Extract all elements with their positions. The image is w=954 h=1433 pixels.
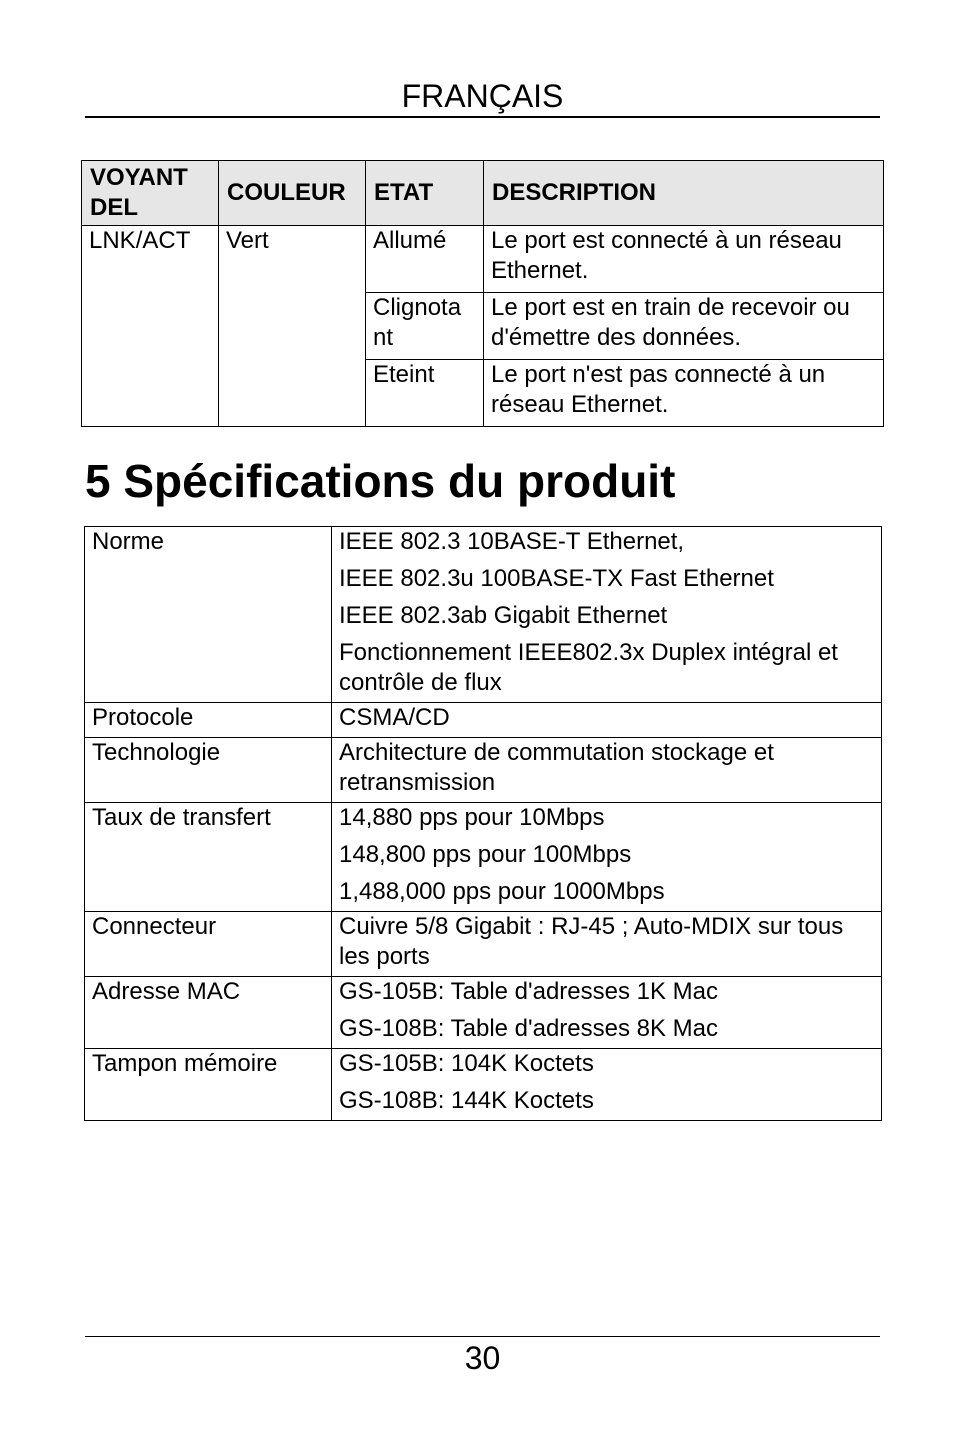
led-state-cell: Eteint	[366, 360, 484, 427]
spec-value-line: IEEE 802.3ab Gigabit Ethernet	[339, 602, 668, 629]
header-description: DESCRIPTION	[484, 161, 884, 226]
spec-value	[332, 703, 882, 738]
spec-value	[332, 1049, 882, 1121]
spec-label: Connecteur	[85, 912, 332, 977]
header-divider	[85, 116, 880, 118]
led-description-cell: Le port n'est pas connecté à un réseau Ethernet.	[484, 360, 884, 427]
table-row	[85, 912, 882, 977]
table-header-row	[82, 161, 884, 226]
led-state-cell	[366, 293, 484, 360]
spec-value-line: CSMA/CD	[339, 704, 450, 731]
spec-value-line: GS-105B: Table d'adresses 1K Mac	[339, 978, 719, 1005]
led-description-cell: Le port est en train de recevoir ou d'émettre des données.	[484, 293, 884, 360]
spec-value	[332, 912, 882, 977]
spec-value	[332, 977, 882, 1049]
spec-value-line: 1,488,000 pps pour 1000Mbps	[339, 878, 665, 905]
spec-value-line: Cuivre 5/8 Gigabit : RJ-45 ; Auto-MDIX sur tous les ports	[339, 913, 844, 970]
spec-value	[332, 803, 882, 912]
header-etat: ETAT	[366, 161, 484, 226]
table-row	[85, 803, 882, 912]
led-state-cell: Allumé	[366, 226, 484, 293]
section-title: 5 Spécifications du produit	[85, 455, 676, 507]
table-row	[85, 977, 882, 1049]
spec-value-line: IEEE 802.3 10BASE-T Ethernet,	[339, 528, 685, 555]
spec-value-line: IEEE 802.3u 100BASE-TX Fast Ethernet	[339, 565, 774, 592]
spec-value-line: GS-105B: 104K Koctets	[339, 1050, 594, 1077]
spec-label: Taux de transfert	[85, 803, 332, 912]
spec-value-line: Architecture de commutation stockage et retransmission	[339, 739, 774, 796]
spec-value-line: Fonctionnement IEEE802.3x Duplex intégral et contrôle de flux	[339, 639, 838, 696]
spec-value-line: 148,800 pps pour 100Mbps	[339, 841, 632, 868]
spec-label: Adresse MAC	[85, 977, 332, 1049]
header-couleur: COULEUR	[219, 161, 366, 226]
led-color-cell: Vert	[219, 226, 366, 427]
spec-value-line: GS-108B: Table d'adresses 8K Mac	[339, 1015, 719, 1042]
page-header-language: FRANÇAIS	[401, 78, 564, 114]
led-status-table	[81, 160, 884, 427]
spec-value-line: GS-108B: 144K Koctets	[339, 1087, 594, 1114]
specifications-table	[84, 526, 882, 1121]
table-row	[85, 738, 882, 803]
spec-label: Norme	[85, 527, 332, 703]
led-description-cell: Le port est connecté à un réseau Ethernet.	[484, 226, 884, 293]
spec-label: Tampon mémoire	[85, 1049, 332, 1121]
footer-divider	[85, 1336, 880, 1337]
spec-label: Technologie	[85, 738, 332, 803]
spec-value	[332, 527, 882, 703]
table-row	[85, 703, 882, 738]
led-name-cell: LNK/ACT	[82, 226, 219, 427]
header-voyant-del: VOYANT DEL	[82, 161, 219, 226]
spec-label: Protocole	[85, 703, 332, 738]
table-row	[82, 226, 884, 293]
table-row	[85, 527, 882, 703]
table-row	[85, 1049, 882, 1121]
spec-value	[332, 738, 882, 803]
led-state-text: Clignotant	[373, 294, 462, 351]
spec-value-line: 14,880 pps pour 10Mbps	[339, 804, 605, 831]
page-number: 30	[464, 1340, 501, 1376]
